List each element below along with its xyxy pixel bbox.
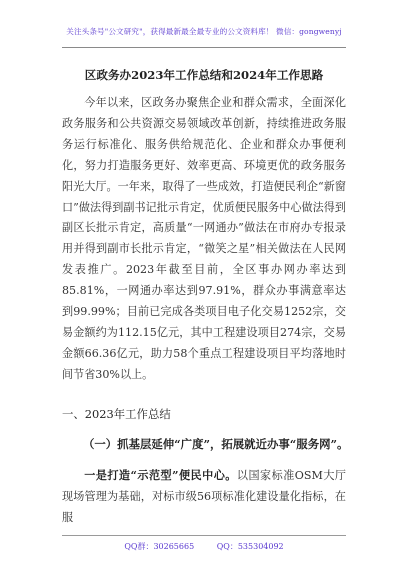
intro-paragraph: 今年以来，区政务办聚焦企业和群众需求，全面深化政务服务和公共资源交易领域改革创新，持续推进政务服务运行标准化、服务供给规范化、企业和群众办事便利化，努力打造服务更好、效率更高、环境更优的政务服务阳光大厅。一年来，取得了一些成效，打造便民利企“新窗口”做法得到副书记批示肯定，优质便民服务中心做法得到副区长批示肯定，高质量“一网通办”做法在市府办专报录用并得到副市长批示肯定，“微笑之星”相关做法在人民网发表推广。2023年截至目前，全区事办网办率达到85.81%，一网通办率达到97.91%，群众办事满意率达到99.99%；目前已完成各类项目电子化交易1252宗，交易金额约为112.15亿元，其中工程建设项目274宗，交易金额66.36亿元，助力58个重点工程建设项目平均落地时间节省30%以上。 bbox=[62, 96, 346, 381]
document-title: 区政务办2023年工作总结和2024年工作思路 bbox=[84, 68, 324, 82]
promo-header: 关注头条号"公文研究"，获得最新最全最专业的公文资料库！ 微信：gongwenyj bbox=[66, 27, 342, 36]
header-divider bbox=[62, 47, 346, 48]
item-lead: 一是打造“示范型”便民中心。 bbox=[84, 469, 237, 482]
section-heading-1: 一、2023年工作总结 bbox=[62, 407, 171, 421]
qq-number: QQ：535304092 bbox=[216, 542, 284, 551]
item-text: 以国家标准OSM大厅现场管理为基础，对标市级56项标准化建设量化指标，在服 bbox=[62, 469, 347, 524]
body-paragraph bbox=[62, 93, 346, 386]
footer-divider bbox=[62, 535, 346, 536]
item-paragraph bbox=[62, 466, 346, 529]
qq-group: QQ群：30265665 bbox=[124, 542, 195, 551]
subsection-heading-1: （一）抓基层延伸“广度”，拓展就近办事“服务网”。 bbox=[83, 437, 349, 451]
contact-footer bbox=[0, 541, 408, 552]
